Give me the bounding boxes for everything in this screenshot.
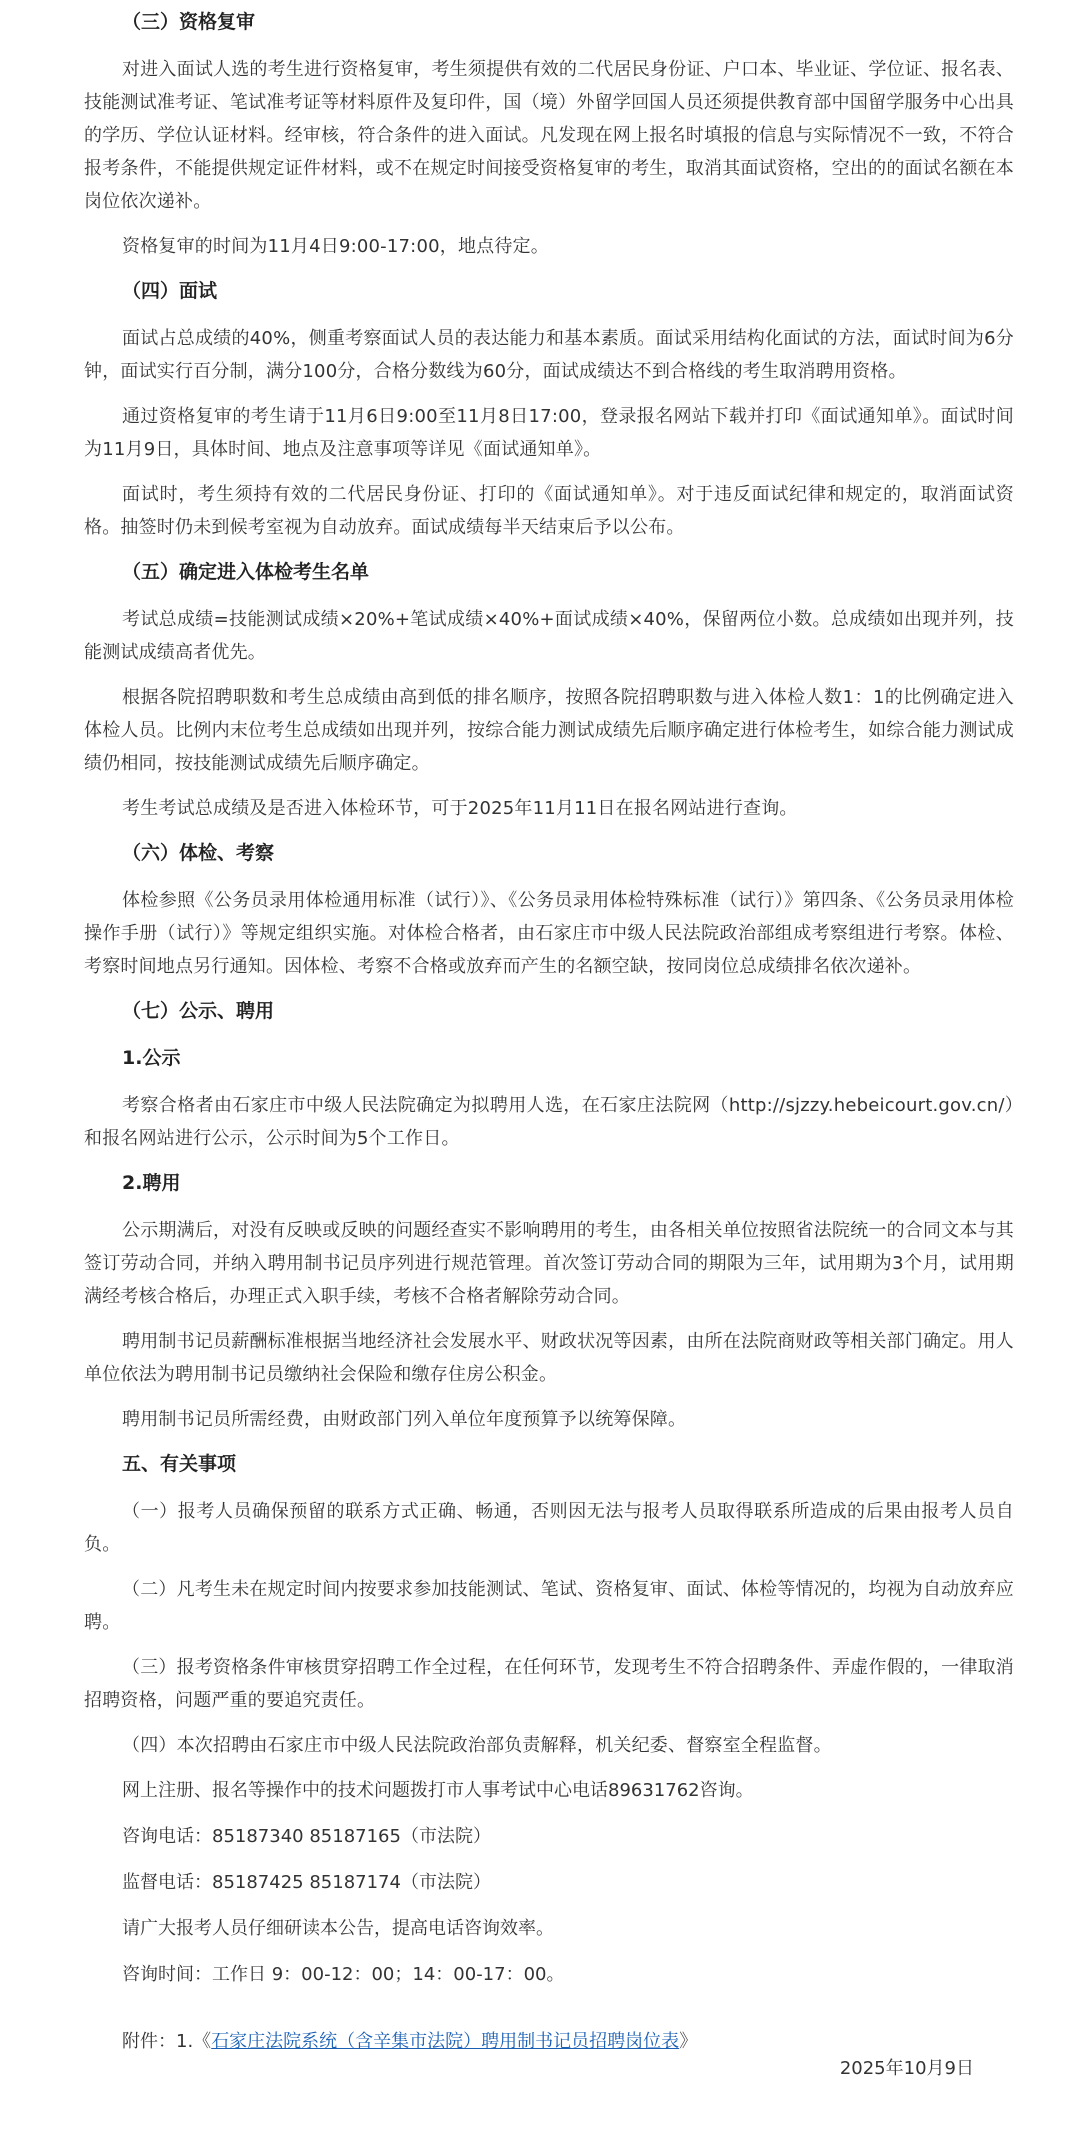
paragraph: 公示期满后，对没有反映或反映的问题经查实不影响聘用的考生，由各相关单位按照省法院统一的合同文本与其签订劳动合同，并纳入聘用制书记员序列进行规范管理。首次签订劳动合同的期限为三年，试用期为3个月，试用期满经考核合格后，办理正式入职手续，考核不合格者解除劳动合同。 [84, 1220, 1014, 1307]
section-title-qualification-review: （三）资格复审 [122, 11, 256, 33]
paragraph: 体检参照《公务员录用体检通用标准（试行）》、《公务员录用体检特殊标准（试行）》第四条、《公务员录用体检操作手册（试行）》等规定组织实施。对体检合格者，由石家庄市中级人民法院政治部组成考察组进行考察。体检、考察时间地点另行通知。因体检、考察不合格或放弃而产生的名额空缺，按同岗位总成绩排名依次递补。 [84, 890, 1014, 977]
paragraph: 通过资格复审的考生请于11月6日9:00至11月8日17:00，登录报名网站下载并打印《面试通知单》。面试时间为11月9日，具体时间、地点及注意事项等详见《面试通知单》。 [84, 406, 1014, 460]
paragraph: 资格复审的时间为11月4日9:00-17:00，地点待定。 [122, 236, 549, 257]
paragraph: （三）报考资格条件审核贯穿招聘工作全过程，在任何环节，发现考生不符合招聘条件、弄虚作假的，一律取消招聘资格，问题严重的要追究责任。 [84, 1657, 1014, 1711]
supervise-phone: 监督电话：85187425 85187174（市法院） [122, 1872, 491, 1893]
tech-support-line: 网上注册、报名等操作中的技术问题拨打市人事考试中心电话89631762咨询。 [122, 1780, 754, 1801]
publish-date: 2025年10月9日 [839, 2058, 974, 2079]
paragraph: 考察合格者由石家庄市中级人民法院确定为拟聘用人选，在石家庄法院网（http://sjzzy.hebeicourt.gov.cn/）和报名网站进行公示，公示时间为5个工作日。 [84, 1095, 1014, 1149]
paragraph: （四）本次招聘由石家庄市中级人民法院政治部负责解释，机关纪委、督察室全程监督。 [122, 1735, 832, 1756]
section-title-physical-exam: （六）体检、考察 [122, 842, 275, 864]
attachment-prefix: 附件：1.《 [122, 2031, 212, 2052]
paragraph: 根据各院招聘职数和考生总成绩由高到低的排名顺序，按照各院招聘职数与进入体检人数1：1的比例确定进入体检人员。比例内末位考生总成绩如出现并列，按综合能力测试成绩先后顺序确定进行体检考生，如综合能力测试成绩仍相同，按技能测试成绩先后顺序确定。 [84, 687, 1014, 774]
attachment-suffix: 》 [679, 2031, 698, 2052]
paragraph: （一）报考人员确保预留的联系方式正确、畅通，否则因无法与报考人员取得联系所造成的后果由报考人员自负。 [84, 1501, 1014, 1555]
paragraph: 对进入面试人选的考生进行资格复审，考生须提供有效的二代居民身份证、户口本、毕业证、学位证、报名表、技能测试准考证、笔试准考证等材料原件及复印件，国（境）外留学回国人员还须提供教育部中国留学服务中心出具的学历、学位认证材料。经审核，符合条件的进入面试。凡发现在网上报名时填报的信息与实际情况不一致，不符合报考条件，不能提供规定证件材料，或不在规定时间接受资格复审的考生，取消其面试资格，空出的的面试名额在本岗位依次递补。 [84, 59, 1014, 212]
reminder-line: 请广大报考人员仔细研读本公告，提高电话咨询效率。 [122, 1918, 554, 1939]
attachment-link[interactable]: 石家庄法院系统（含辛集市法院）聘用制书记员招聘岗位表 [211, 2031, 680, 2052]
paragraph: 面试占总成绩的40%，侧重考察面试人员的表达能力和基本素质。面试采用结构化面试的方法，面试时间为6分钟，面试实行百分制，满分100分，合格分数线为60分，面试成绩达不到合格线的考生取消聘用资格。 [84, 328, 1014, 382]
paragraph: （二）凡考生未在规定时间内按要求参加技能测试、笔试、资格复审、面试、体检等情况的，均视为自动放弃应聘。 [84, 1579, 1014, 1633]
announcement-body [84, 6, 1014, 2058]
paragraph: 考试总成绩=技能测试成绩×20%+笔试成绩×40%+面试成绩×40%，保留两位小数。总成绩如出现并列，技能测试成绩高者优先。 [84, 609, 1014, 663]
section-title-physical-exam-list: （五）确定进入体检考生名单 [122, 561, 370, 583]
paragraph: 聘用制书记员所需经费，由财政部门列入单位年度预算予以统筹保障。 [122, 1409, 687, 1430]
subsection-title-hiring: 2.聘用 [122, 1172, 181, 1194]
section-title-related-matters: 五、有关事项 [122, 1453, 237, 1475]
paragraph: 考生考试总成绩及是否进入体检环节，可于2025年11月11日在报名网站进行查询。 [122, 798, 798, 819]
subsection-title-publicity: 1.公示 [122, 1047, 181, 1069]
section-title-publicity-hiring: （七）公示、聘用 [122, 1000, 275, 1022]
consult-phone: 咨询电话：85187340 85187165（市法院） [122, 1826, 491, 1847]
paragraph: 聘用制书记员薪酬标准根据当地经济社会发展水平、财政状况等因素，由所在法院商财政等相关部门确定。用人单位依法为聘用制书记员缴纳社会保险和缴存住房公积金。 [84, 1331, 1014, 1385]
paragraph: 面试时，考生须持有效的二代居民身份证、打印的《面试通知单》。对于违反面试纪律和规定的，取消面试资格。抽签时仍未到候考室视为自动放弃。面试成绩每半天结束后予以公布。 [84, 484, 1014, 538]
section-title-interview: （四）面试 [122, 280, 218, 302]
consult-hours: 咨询时间：工作日 9：00-12：00；14：00-17：00。 [122, 1964, 565, 1985]
